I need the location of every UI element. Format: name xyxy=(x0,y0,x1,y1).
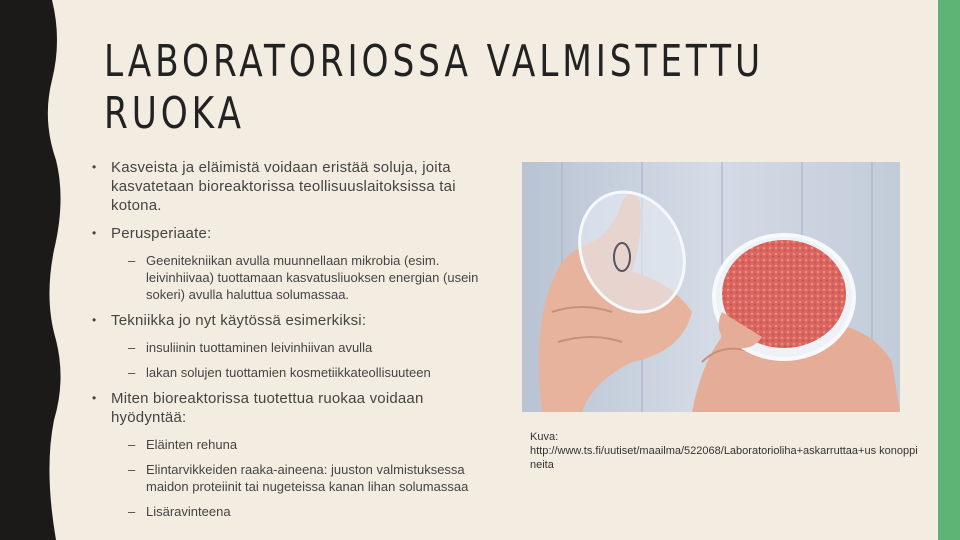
bullet-item: • Tekniikka jo nyt käytössä esimerkiksi: xyxy=(92,311,502,330)
lab-meat-photo xyxy=(522,162,900,412)
bullet-item: • Perusperiaate: xyxy=(92,224,502,243)
bullet-item: • Kasveista ja eläimistä voidaan eristää soluja, joita kasvatetaan bioreaktorissa teollisuuslaitoksissa tai kotona. xyxy=(92,158,502,215)
sub-bullet-item: – insuliinin tuottaminen leivinhiivan avulla xyxy=(128,339,502,356)
image-caption xyxy=(530,430,920,472)
sub-bullet-item: – lakan solujen tuottamien kosmetiikkateollisuuteen xyxy=(128,364,502,381)
sub-bullet-item: – Eläinten rehuna xyxy=(128,436,502,453)
right-accent-band xyxy=(938,0,960,540)
slide-title xyxy=(104,36,765,140)
left-decorative-band xyxy=(0,0,72,540)
sub-bullet-item: – Elintarvikkeiden raaka-aineena: juuston valmistuksessa maidon proteiinit tai nugeteissa kanan lihan solumassaa xyxy=(128,461,502,495)
bullet-item: • Miten bioreaktorissa tuotettua ruokaa voidaan hyödyntää: xyxy=(92,389,502,427)
slide-title-line1: LABORATORIOSSA VALMISTETTU xyxy=(104,36,765,87)
sub-bullet-item: – Geenitekniikan avulla muunnellaan mikrobia (esim. leivinhiivaa) tuottamaan kasvatusliuoksen energian (usein sokeri) avulla haluttua solumassaa. xyxy=(128,252,502,303)
sub-bullet-item: – Lisäravinteena xyxy=(128,503,502,520)
caption-label: Kuva: xyxy=(530,431,559,443)
caption-url: http://www.ts.fi/uutiset/maailma/522068/Laboratorioliha+askarruttaa+us konoppineita xyxy=(530,445,918,471)
slide-title-line2: RUOKA xyxy=(104,88,245,139)
bullet-list xyxy=(92,158,502,528)
